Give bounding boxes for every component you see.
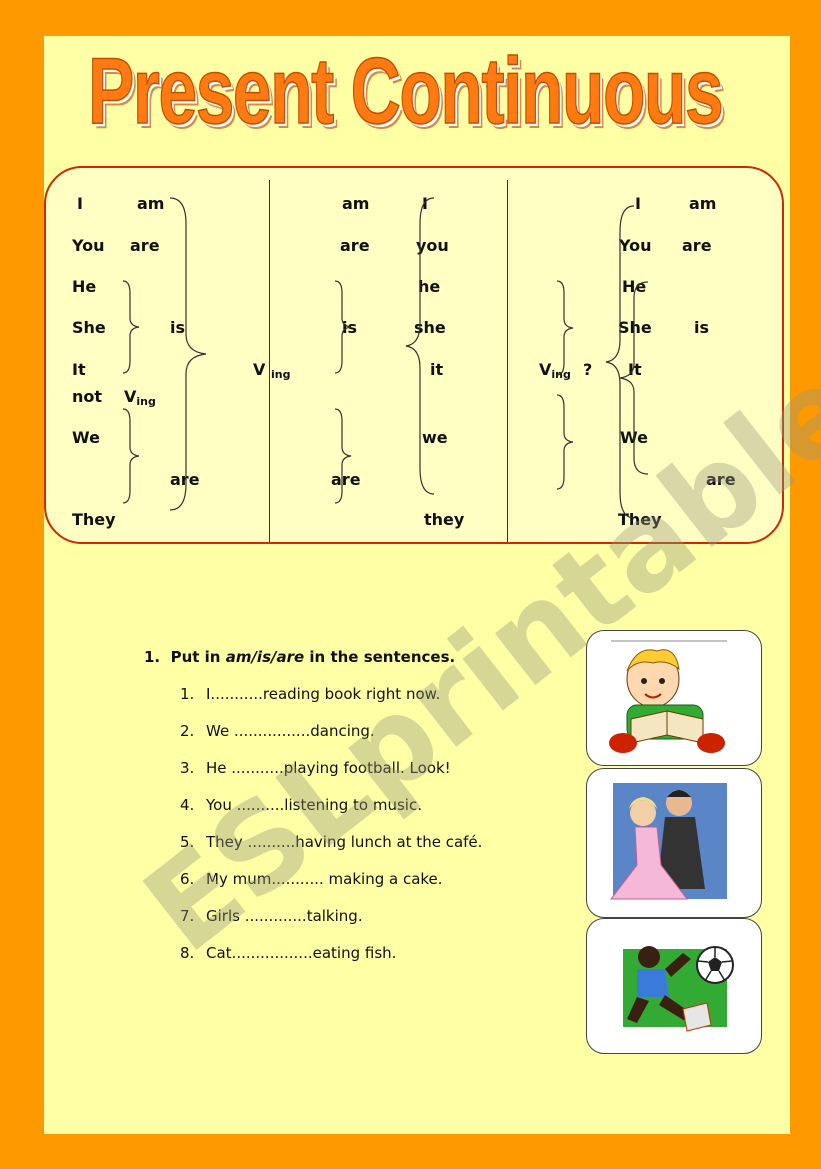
- verb-ing: $V_{ing}$: [539, 360, 571, 381]
- word: He: [622, 277, 647, 296]
- picture-card: [586, 768, 762, 918]
- brace-icon: [120, 278, 142, 376]
- word: He: [72, 277, 97, 296]
- word: is: [694, 318, 710, 337]
- word: are: [340, 236, 370, 255]
- word: am: [689, 194, 717, 213]
- word: We: [72, 428, 100, 447]
- word: are: [170, 470, 200, 489]
- column-divider: [507, 180, 508, 542]
- question-mark: ?: [583, 360, 593, 379]
- exercise-item: 5. They ..........having lunch at the café.: [180, 833, 483, 851]
- word: She: [618, 318, 652, 337]
- word: we: [422, 428, 448, 447]
- word: I: [635, 194, 641, 213]
- exercise-title: 1. Put in am/is/are in the sentences.: [144, 648, 456, 666]
- word: She: [72, 318, 106, 337]
- exercise-item: 8. Cat.................eating fish.: [180, 944, 397, 962]
- word: is: [342, 318, 358, 337]
- word: They: [618, 510, 662, 529]
- word: We: [620, 428, 648, 447]
- word: am: [137, 194, 165, 213]
- picture-card: [586, 630, 762, 766]
- word: is: [170, 318, 186, 337]
- exercise-item: 1. I...........reading book right now.: [180, 685, 441, 703]
- dancing-couple-icon: [587, 769, 761, 917]
- brace-icon: [554, 392, 576, 492]
- word: You: [72, 236, 105, 255]
- word: he: [418, 277, 441, 296]
- word: you: [416, 236, 449, 255]
- word: are: [130, 236, 160, 255]
- word: are: [682, 236, 712, 255]
- brace-icon: [554, 278, 576, 378]
- word: it: [430, 360, 444, 379]
- exercise-item: 2. We ................dancing.: [180, 722, 375, 740]
- page-title: Present Continuous: [88, 38, 723, 143]
- word: You: [619, 236, 652, 255]
- word: she: [414, 318, 446, 337]
- boy-reading-icon: [587, 631, 761, 765]
- brace-icon: [618, 278, 652, 478]
- football-player-icon: [587, 919, 761, 1053]
- word: I: [422, 194, 428, 213]
- verb-ing: V $_{ing}$: [253, 360, 291, 381]
- word: It: [72, 360, 86, 379]
- exercise-item: 4. You ..........listening to music.: [180, 796, 422, 814]
- word: are: [331, 470, 361, 489]
- brace-icon: [332, 406, 354, 506]
- word: They: [72, 510, 116, 529]
- exercise-item: 7. Girls .............talking.: [180, 907, 363, 925]
- grammar-table: [44, 166, 784, 544]
- word: not: [72, 387, 103, 406]
- word: are: [706, 470, 736, 489]
- word: I: [77, 194, 83, 213]
- word: they: [424, 510, 465, 529]
- exercise-item: 3. He ...........playing football. Look!: [180, 759, 451, 777]
- picture-card: [586, 918, 762, 1054]
- word: It: [628, 360, 642, 379]
- exercise-item: 6. My mum........... making a cake.: [180, 870, 443, 888]
- brace-icon: [120, 406, 142, 506]
- word: am: [342, 194, 370, 213]
- verb-ing: $V_{ing}$: [124, 387, 156, 408]
- brace-icon: [332, 278, 354, 376]
- brace-icon: [166, 194, 214, 514]
- brace-icon: [404, 194, 441, 498]
